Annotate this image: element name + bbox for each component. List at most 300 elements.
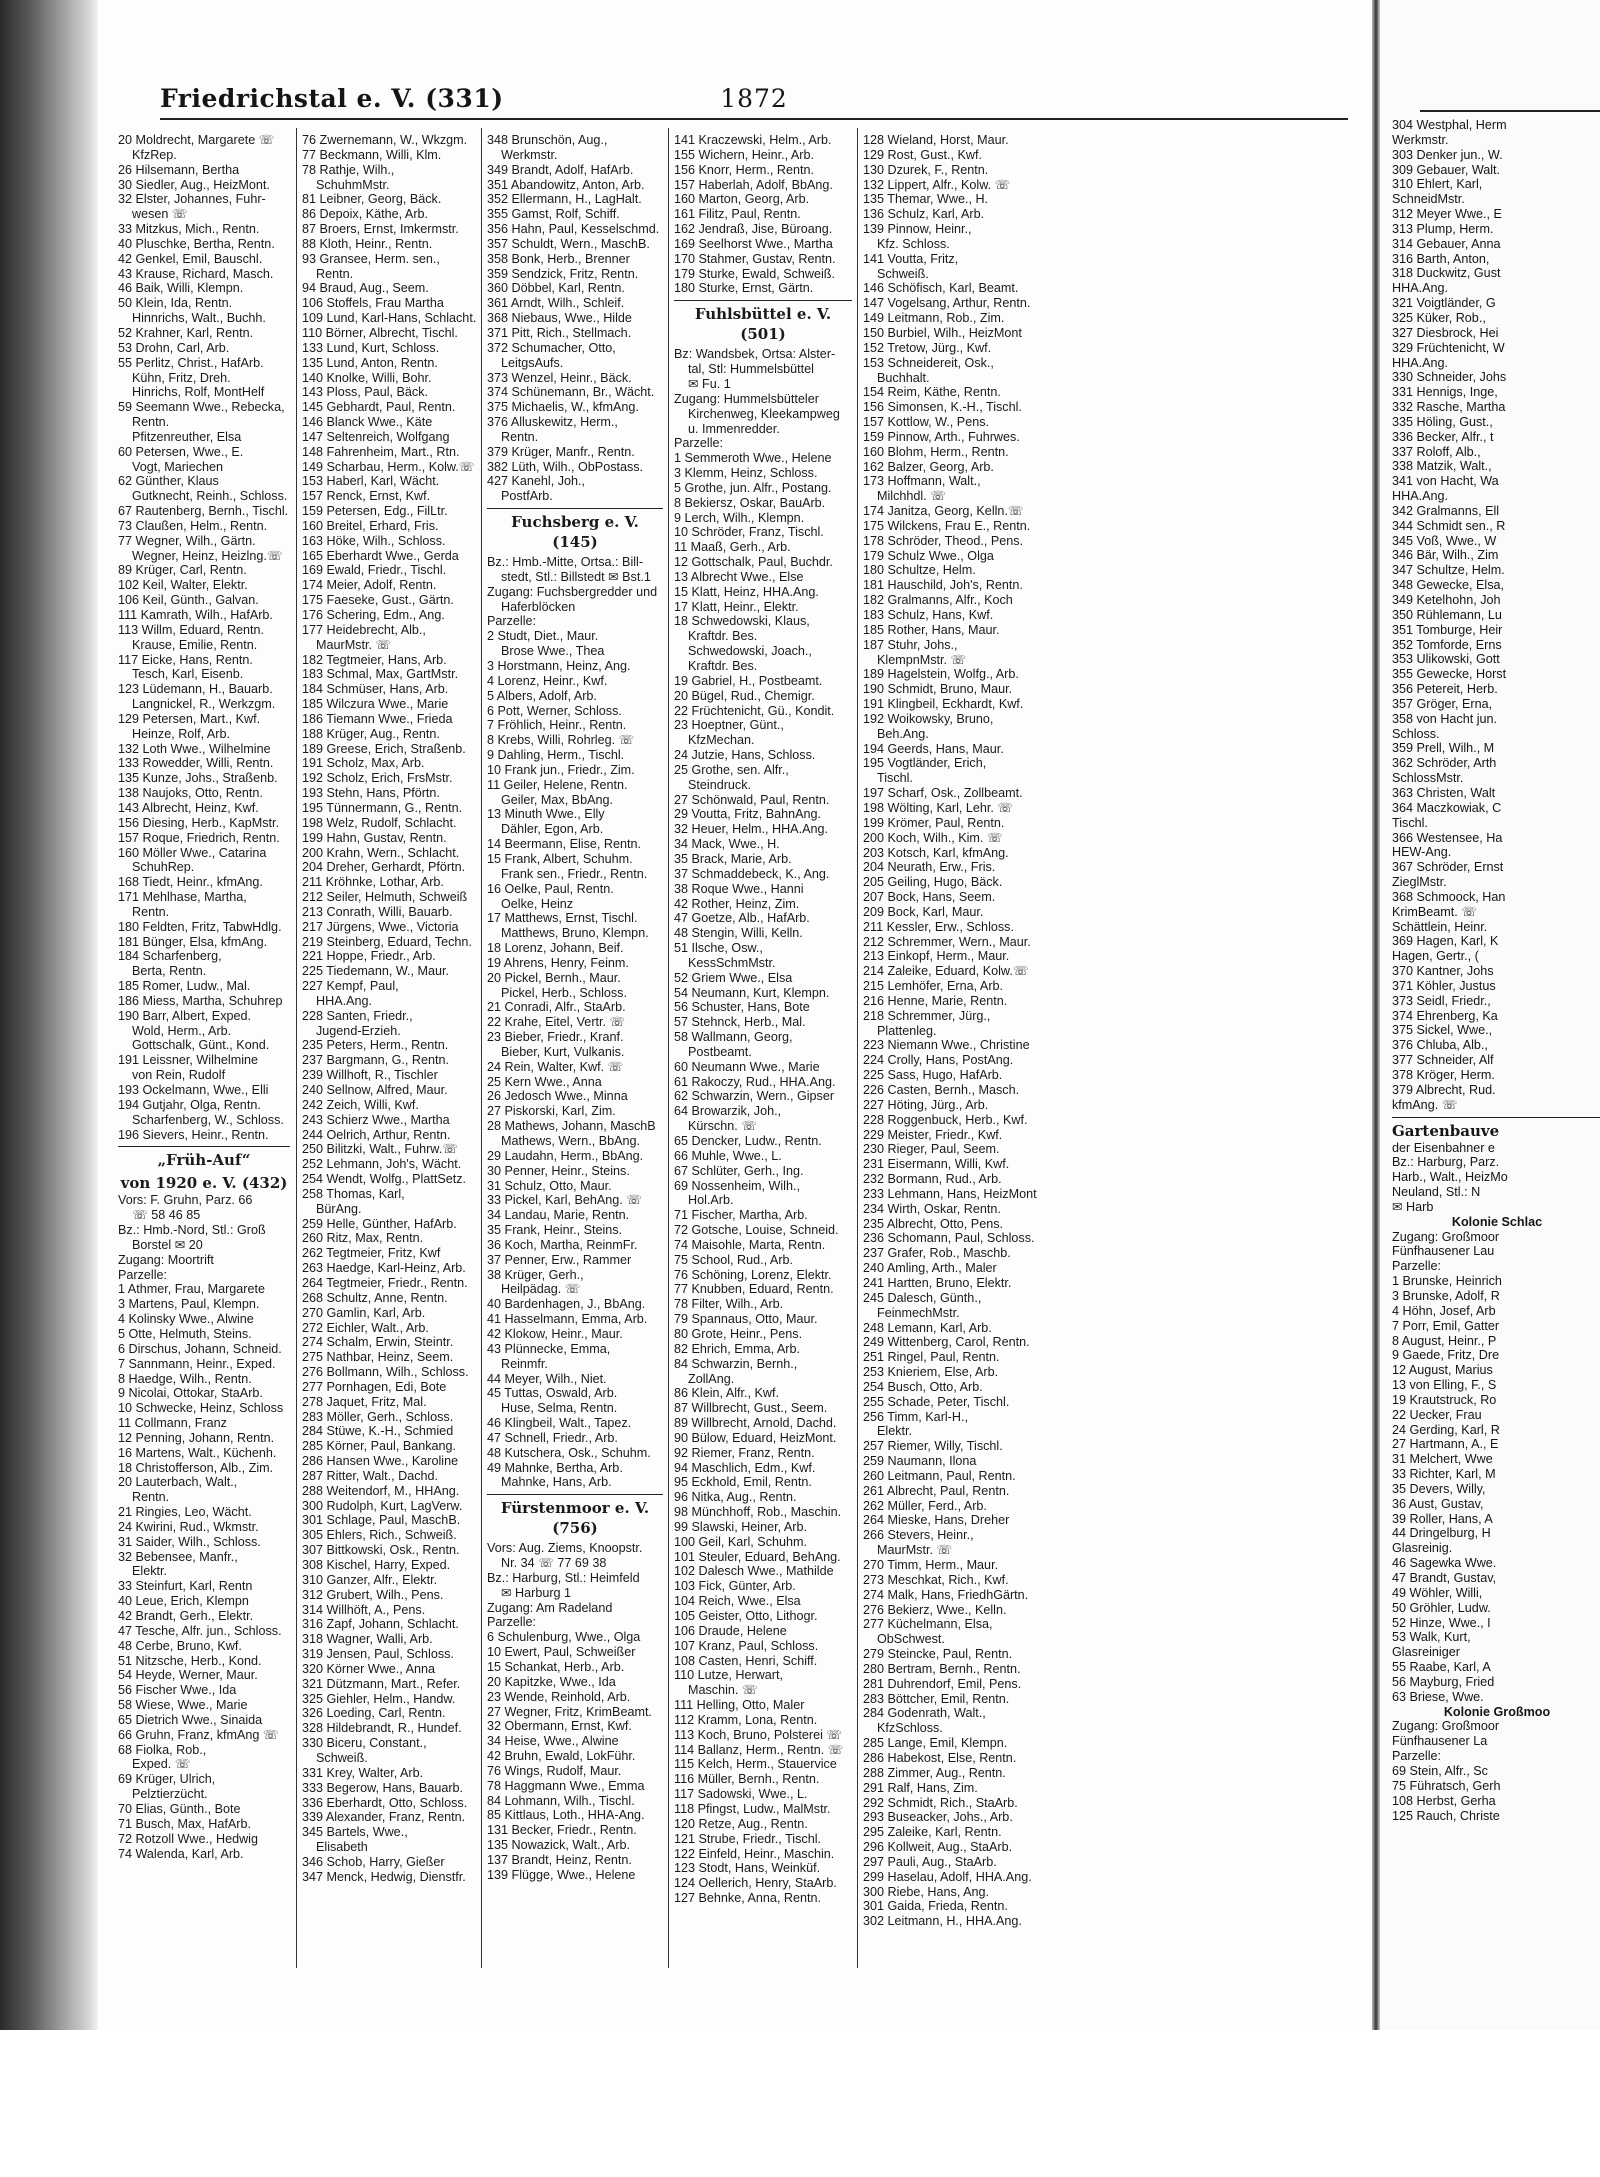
directory-entry: 353 Ulikowski, Gott <box>1392 652 1500 667</box>
directory-entry: 288 Weitendorf, M., HHAng. <box>302 1483 460 1498</box>
directory-entry: Parzelle: <box>1392 1749 1441 1764</box>
directory-entry: 139 Flügge, Wwe., Helene <box>487 1867 636 1882</box>
directory-entry: 379 Albrecht, Rud. <box>1392 1082 1496 1097</box>
directory-entry: 160 Marton, Georg, Arb. <box>674 192 810 207</box>
directory-entry: 268 Schultz, Anne, Rentn. <box>302 1290 448 1305</box>
entry-continuation: KrimBeamt. ☏ <box>1392 904 1478 919</box>
directory-entry: 178 Schröder, Theod., Pens. <box>863 533 1024 548</box>
directory-entry: 78 Filter, Wilh., Arb. <box>674 1297 784 1312</box>
directory-entry: 200 Koch, Wilh., Kim. ☏ <box>863 830 1003 845</box>
directory-entry: 108 Casten, Henri, Schiff. <box>674 1653 818 1668</box>
directory-entry: 133 Rowedder, Willi, Rentn. <box>118 756 274 771</box>
directory-entry: 33 Richter, Karl, M <box>1392 1467 1496 1482</box>
directory-entry: 3 Brunske, Adolf, R <box>1392 1288 1500 1303</box>
entry-continuation: Milchhdl. ☏ <box>877 489 946 504</box>
directory-entry: Parzelle: <box>487 614 536 629</box>
directory-entry: 23 Bieber, Friedr., Kranf. <box>487 1030 624 1045</box>
directory-entry: 309 Gebauer, Walt. <box>1392 162 1501 177</box>
directory-entry: 50 Gröhler, Ludw. <box>1392 1600 1491 1615</box>
directory-entry: 361 Arndt, Wilh., Schleif. <box>487 296 625 311</box>
directory-entry: 146 Blanck Wwe., Käte <box>302 415 433 430</box>
entry-continuation: KfzMechan. <box>688 733 755 748</box>
directory-entry: 11 Geiler, Helene, Rentn. <box>487 777 628 792</box>
directory-entry: Bz.: Hmb.-Mitte, Ortsa.: Bill- <box>487 555 644 570</box>
entry-continuation: HEW-Ang. <box>1392 845 1452 860</box>
directory-entry: 274 Malk, Hans, FriedhGärtn. <box>863 1587 1029 1602</box>
directory-entry: 280 Bertram, Bernh., Rentn. <box>863 1661 1021 1676</box>
entry-continuation: Bieber, Kurt, Vulkanis. <box>501 1044 625 1059</box>
directory-entry: 115 Kelch, Herm., Stauervice <box>674 1757 837 1772</box>
directory-entry: 218 Schremmer, Jürg., <box>863 1008 991 1023</box>
directory-entry: 113 Willm, Eduard, Rentn. <box>118 622 265 637</box>
directory-entry: 94 Maschlich, Edm., Kwf. <box>674 1460 816 1475</box>
directory-entry: 49 Wöhler, Willi, <box>1392 1585 1483 1600</box>
directory-entry: 7 Fröhlich, Heinr., Rentn. <box>487 718 627 733</box>
directory-entry: 34 Heise, Wwe., Alwine <box>487 1734 619 1749</box>
entry-continuation: PostfArb. <box>501 489 553 504</box>
directory-entry: 121 Strube, Friedr., Tischl. <box>674 1831 821 1846</box>
directory-entry: 184 Schmüser, Hans, Arb. <box>302 682 449 697</box>
entry-continuation: Kfz. Schloss. <box>877 236 950 251</box>
directory-entry: Zugang: Fuchsbergredder und <box>487 584 658 599</box>
directory-entry: 179 Sturke, Ewald, Schweiß. <box>674 266 835 281</box>
directory-entry: 181 Bünger, Elsa, kfmAng. <box>118 934 268 949</box>
directory-entry: 34 Landau, Marie, Rentn. <box>487 1208 630 1223</box>
directory-entry: 363 Christen, Walt <box>1392 785 1496 800</box>
directory-entry: 12 Gottschalk, Paul, Buchdr. <box>674 555 833 570</box>
directory-entry: 227 Höting, Jürg., Arb. <box>863 1097 989 1112</box>
directory-entry: 232 Bormann, Rud., Arb. <box>863 1172 1002 1187</box>
entry-continuation: Wold, Herm., Arb. <box>132 1023 232 1038</box>
directory-entry: 26 Hilsemann, Bertha <box>118 162 240 177</box>
entry-continuation: KessSchmMstr. <box>688 955 776 970</box>
directory-entry: 300 Riebe, Hans, Ang. <box>863 1884 990 1899</box>
directory-entry: 278 Jaquet, Fritz, Mal. <box>302 1394 427 1409</box>
directory-entry: 146 Schöfisch, Karl, Beamt. <box>863 281 1019 296</box>
directory-entry: 29 Laudahn, Herm., BbAng. <box>487 1148 644 1163</box>
entry-continuation: BürAng. <box>316 1201 362 1216</box>
directory-entry: 241 Hartten, Bruno, Elektr. <box>863 1275 1012 1290</box>
entry-continuation: Huse, Selma, Rentn. <box>501 1401 618 1416</box>
directory-entry: 27 Piskorski, Karl, Zim. <box>487 1104 616 1119</box>
entry-continuation: Rentn. <box>132 415 170 430</box>
directory-entry: 133 Lund, Kurt, Schloss. <box>302 340 440 355</box>
directory-entry: 17 Matthews, Ernst, Tischl. <box>487 911 638 926</box>
entry-continuation: Exped. ☏ <box>132 1757 191 1772</box>
directory-entry: 149 Scharbau, Herm., Kolw.☏ <box>302 459 475 474</box>
directory-entry: 310 Ehlert, Karl, <box>1392 177 1483 192</box>
column-1 <box>118 133 290 1861</box>
directory-entry: Bz.: Hmb.-Nord, Stl.: Groß <box>118 1223 266 1238</box>
entry-continuation: Heinze, Rolf, Arb. <box>132 726 230 741</box>
directory-entry: 256 Timm, Karl-H., <box>863 1409 968 1424</box>
directory-entry: 71 Busch, Max, HafArb. <box>118 1816 251 1831</box>
directory-entry: 159 Pinnow, Arth., Fuhrwes. <box>863 429 1020 444</box>
page-number: 1872 <box>720 84 788 113</box>
directory-entry: 69 Nossenheim, Wilh., <box>674 1178 800 1193</box>
directory-entry: 342 Gralmanns, Ell <box>1392 503 1500 518</box>
directory-entry: 157 Kottlow, W., Pens. <box>863 415 990 430</box>
directory-entry: 270 Gamlin, Karl, Arb. <box>302 1305 426 1320</box>
facing-page-fragment <box>1380 0 1600 2030</box>
directory-entry: 153 Haberl, Karl, Wächt. <box>302 474 440 489</box>
directory-entry: 184 Scharfenberg, <box>118 949 222 964</box>
directory-entry: 367 Schröder, Ernst <box>1392 860 1504 875</box>
directory-entry: 314 Willhöft, A., Pens. <box>302 1602 426 1617</box>
directory-entry: 292 Schmidt, Rich., StaArb. <box>863 1795 1018 1810</box>
directory-entry: 117 Eicke, Hans, Rentn. <box>118 652 253 667</box>
entry-continuation: SchuhmMstr. <box>316 177 390 192</box>
directory-entry: 371 Pitt, Rich., Stellmach. <box>487 325 632 340</box>
directory-entry: 248 Lemann, Karl, Arb. <box>863 1320 992 1335</box>
directory-entry: Vors: Aug. Ziems, Knoopstr. <box>487 1541 643 1556</box>
directory-entry: 95 Eckhold, Emil, Rentn. <box>674 1475 812 1490</box>
entry-continuation: ObSchwest. <box>877 1632 945 1647</box>
entry-continuation: Gottschalk, Günt., Kond. <box>132 1038 270 1053</box>
directory-entry: 330 Schneider, Johs <box>1392 370 1507 385</box>
entry-continuation: SchlossMstr. <box>1392 771 1464 786</box>
entry-continuation: Fünfhausener La <box>1392 1734 1488 1749</box>
directory-entry: 7 Sannmann, Heinr., Exped. <box>118 1356 276 1371</box>
directory-entry: 214 Zaleike, Eduard, Kolw.☏ <box>863 964 1029 979</box>
directory-entry: 90 Bülow, Eduard, HeizMont. <box>674 1430 837 1445</box>
directory-entry: 49 Mahnke, Bertha, Arb. <box>487 1460 623 1475</box>
entry-continuation: HHA.Ang. <box>1392 281 1448 296</box>
directory-entry: 341 von Hacht, Wa <box>1392 474 1499 489</box>
directory-entry: Parzelle: <box>118 1267 167 1282</box>
directory-entry: 319 Jensen, Paul, Schloss. <box>302 1647 454 1662</box>
directory-entry: 377 Schneider, Alf <box>1392 1053 1494 1068</box>
directory-entry: 301 Gaida, Frieda, Rentn. <box>863 1899 1008 1914</box>
directory-entry: 191 Scholz, Max, Arb. <box>302 756 425 771</box>
directory-entry: 140 Knolke, Willi, Bohr. <box>302 370 432 385</box>
directory-entry: 132 Loth Wwe., Wilhelmine <box>118 741 271 756</box>
directory-entry: 262 Tegtmeier, Fritz, Kwf <box>302 1246 441 1261</box>
entry-continuation: Heilpädag. ☏ <box>501 1282 581 1297</box>
directory-entry: 135 Nowazick, Walt., Arb. <box>487 1838 631 1853</box>
directory-entry: 113 Koch, Bruno, Polsterei ☏ <box>674 1727 843 1742</box>
entry-continuation: Hinrichs, Rolf, MontHelf <box>132 385 265 400</box>
directory-entry: 139 Pinnow, Heinr., <box>863 222 972 237</box>
directory-entry: 368 Niebaus, Wwe., Hilde <box>487 311 632 326</box>
directory-entry: 318 Wagner, Walli, Arb. <box>302 1632 433 1647</box>
entry-continuation: Kraftdr. Bes. <box>688 629 758 644</box>
directory-entry: 333 Begerow, Hans, Bauarb. <box>302 1780 464 1795</box>
directory-entry: 73 Claußen, Helm., Rentn. <box>118 518 268 533</box>
section-heading: Fuhlsbüttel e. V. (501) <box>674 300 852 344</box>
directory-entry: 99 Slawski, Heiner, Arb. <box>674 1519 807 1534</box>
directory-entry: 355 Gewecke, Horst <box>1392 667 1507 682</box>
directory-entry: 32 Heuer, Helm., HHA.Ang. <box>674 822 828 837</box>
directory-entry: 207 Bock, Hans, Seem. <box>863 890 996 905</box>
column-3 <box>487 133 663 1883</box>
directory-entry: 348 Gewecke, Elsa, <box>1392 578 1505 593</box>
directory-entry: 182 Tegtmeier, Hans, Arb. <box>302 652 447 667</box>
directory-entry: 87 Willbrecht, Gust., Seem. <box>674 1401 828 1416</box>
directory-entry: 22 Früchtenicht, Gü., Kondit. <box>674 703 835 718</box>
directory-entry: 25 Kern Wwe., Anna <box>487 1074 602 1089</box>
directory-entry: 285 Körner, Paul, Bankang. <box>302 1439 457 1454</box>
directory-entry: 350 Rühlemann, Lu <box>1392 607 1502 622</box>
directory-entry: 360 Döbbel, Karl, Rentn. <box>487 281 625 296</box>
entry-continuation: Dähler, Egon, Arb. <box>501 822 604 837</box>
directory-entry: 266 Stevers, Heinr., <box>863 1528 974 1543</box>
directory-entry: 195 Tünnermann, G., Rentn. <box>302 800 463 815</box>
directory-entry: 143 Albrecht, Heinz, Kwf. <box>118 800 259 815</box>
directory-entry: 287 Ritter, Walt., Dachd. <box>302 1468 439 1483</box>
entry-continuation: Jugend-Erzieh. <box>316 1023 401 1038</box>
entry-continuation: wesen ☏ <box>132 207 188 222</box>
directory-entry: 316 Barth, Anton, <box>1392 251 1490 266</box>
column-divider <box>668 128 669 1968</box>
directory-entry: 54 Heyde, Werner, Maur. <box>118 1668 258 1683</box>
directory-entry: 249 Wittenberg, Carol, Rentn. <box>863 1335 1030 1350</box>
directory-entry: 302 Leitmann, H., HHA.Ang. <box>863 1914 1022 1929</box>
entry-continuation: Scharfenberg, W., Schloss. <box>132 1112 284 1127</box>
directory-entry: 56 Mayburg, Fried <box>1392 1674 1495 1689</box>
directory-entry: 171 Mehlhase, Martha, <box>118 890 247 905</box>
directory-entry: 81 Leibner, Georg, Bäck. <box>302 192 442 207</box>
directory-entry: 102 Dalesch Wwe., Mathilde <box>674 1564 834 1579</box>
directory-entry: 32 Elster, Johannes, Fuhr- <box>118 192 266 207</box>
directory-entry: 42 Klokow, Heinr., Maur. <box>487 1326 623 1341</box>
directory-entry: 46 Klingbeil, Walt., Tapez. <box>487 1416 632 1431</box>
directory-entry: 58 Wallmann, Georg, <box>674 1030 793 1045</box>
directory-entry: 148 Fahrenheim, Mart., Rtn. <box>302 444 460 459</box>
directory-entry: 196 Sievers, Heinr., Rentn. <box>118 1127 269 1142</box>
directory-entry: 364 Maczkowiak, C <box>1392 800 1502 815</box>
directory-entry: 56 Schuster, Hans, Bote <box>674 1000 810 1015</box>
section-heading: Fuchsberg e. V. (145) <box>487 508 663 552</box>
entry-continuation: ✉ Harb <box>1392 1199 1434 1214</box>
directory-entry: 2 Studt, Diet., Maur. <box>487 629 599 644</box>
directory-entry: 63 Briese, Wwe. <box>1392 1689 1484 1704</box>
directory-entry: 358 Bonk, Herb., Brenner <box>487 251 630 266</box>
directory-entry: 23 Wende, Reinhold, Arb. <box>487 1689 631 1704</box>
directory-entry: 116 Müller, Bernh., Rentn. <box>674 1772 820 1787</box>
directory-entry: 366 Westensee, Ha <box>1392 830 1503 845</box>
directory-entry: 129 Rost, Gust., Kwf. <box>863 147 982 162</box>
directory-entry: 51 Nitzsche, Herb., Kond. <box>118 1653 262 1668</box>
directory-entry: 373 Seidl, Friedr., <box>1392 993 1491 1008</box>
directory-entry: 52 Krahner, Karl, Rentn. <box>118 325 254 340</box>
directory-entry: 24 Gerding, Karl, R <box>1392 1422 1500 1437</box>
entry-continuation: Kürschn. ☏ <box>688 1119 757 1134</box>
directory-entry: 264 Mieske, Hans, Dreher <box>863 1513 1010 1528</box>
directory-entry: Zugang: Moortrift <box>118 1252 214 1267</box>
directory-entry: 286 Hansen Wwe., Karoline <box>302 1454 459 1469</box>
entry-continuation: Borstel ✉ 20 <box>132 1237 203 1252</box>
directory-entry: 103 Fick, Günter, Arb. <box>674 1579 796 1594</box>
directory-entry: 76 Schöning, Lorenz, Elektr. <box>674 1267 832 1282</box>
directory-entry: 225 Sass, Hugo, HafArb. <box>863 1068 1003 1083</box>
directory-entry: 72 Gotsche, Louise, Schneid. <box>674 1223 839 1238</box>
directory-entry: 41 Hasselmann, Emma, Arb. <box>487 1312 648 1327</box>
directory-entry: 28 Mathews, Johann, MaschB <box>487 1119 656 1134</box>
directory-entry: 259 Naumann, Ilona <box>863 1454 977 1469</box>
directory-entry: Zugang: Großmoor <box>1392 1719 1500 1734</box>
entry-continuation: FeinmechMstr. <box>877 1305 960 1320</box>
directory-entry: 275 Nathbar, Heinz, Seem. <box>302 1350 454 1365</box>
directory-entry: 57 Stehnck, Herb., Mal. <box>674 1015 806 1030</box>
directory-entry: 19 Gabriel, H., Postbeamt. <box>674 673 823 688</box>
directory-entry: 240 Amling, Arth., Maler <box>863 1261 997 1276</box>
directory-entry: 8 August, Heinr., P <box>1392 1333 1497 1348</box>
directory-entry: 132 Lippert, Alfr., Kolw. ☏ <box>863 177 1011 192</box>
section-heading: Fürstenmoor e. V. (756) <box>487 1494 663 1538</box>
directory-entry: 156 Knorr, Herm., Rentn. <box>674 162 814 177</box>
directory-entry: 8 Bekiersz, Oskar, BauArb. <box>674 495 826 510</box>
directory-entry: 18 Christofferson, Alb., Zim. <box>118 1460 274 1475</box>
directory-entry: 362 Schröder, Arth <box>1392 756 1497 771</box>
directory-entry: 76 Zwernemann, W., Wkzgm. <box>302 133 468 147</box>
directory-entry: 3 Horstmann, Heinz, Ang. <box>487 659 631 673</box>
directory-entry: 204 Dreher, Gerhardt, Pförtn. <box>302 860 466 875</box>
entry-continuation: Gutknecht, Reinh., Schloss. <box>132 489 288 504</box>
directory-entry: 157 Roque, Friedrich, Rentn. <box>118 830 280 845</box>
directory-entry: 118 Pfingst, Ludw., MalMstr. <box>674 1801 831 1816</box>
directory-entry: 1 Semmeroth Wwe., Helene <box>674 451 832 466</box>
directory-entry: 215 Lemhöfer, Erna, Arb. <box>863 979 1004 994</box>
directory-entry: 186 Miess, Martha, Schuhrep <box>118 993 283 1008</box>
directory-entry: 72 Rotzoll Wwe., Hedwig <box>118 1831 258 1846</box>
directory-entry: 48 Stengin, Willi, Kelln. <box>674 926 803 941</box>
entry-continuation: Plattenleg. <box>877 1023 937 1038</box>
directory-entry: 347 Menck, Hedwig, Dienstfr. <box>302 1869 466 1884</box>
directory-entry: 185 Romer, Ludw., Mal. <box>118 979 251 994</box>
directory-entry: 198 Wölting, Karl, Lehr. ☏ <box>863 800 1014 815</box>
entry-continuation: Elektr. <box>132 1564 167 1579</box>
entry-continuation: Werkmstr. <box>1392 132 1449 147</box>
directory-entry: 212 Seiler, Helmuth, Schweiß <box>302 890 468 905</box>
entry-continuation: Oelke, Heinz <box>501 896 574 911</box>
directory-entry: 108 Herbst, Gerha <box>1392 1793 1496 1808</box>
directory-entry: 427 Kanehl, Joh., <box>487 474 586 489</box>
directory-entry: 31 Saider, Wilh., Schloss. <box>118 1534 261 1549</box>
directory-entry: 52 Griem Wwe., Elsa <box>674 970 793 985</box>
entry-continuation: ✉ Fu. 1 <box>688 376 731 391</box>
directory-entry: 285 Lange, Emil, Klempn. <box>863 1736 1008 1751</box>
directory-entry: 312 Meyer Wwe., E <box>1392 207 1502 222</box>
entry-continuation: Postbeamt. <box>688 1044 752 1059</box>
directory-entry: 6 Pott, Werner, Schloss. <box>487 703 622 718</box>
directory-entry: 9 Lerch, Wilh., Klempn. <box>674 510 805 525</box>
directory-entry: 253 Knieriem, Else, Arb. <box>863 1365 999 1380</box>
directory-entry: 23 Hoeptner, Günt., <box>674 718 784 733</box>
entry-continuation: Pfitzenreuther, Elsa <box>132 429 242 444</box>
directory-entry: 180 Schultze, Helm. <box>863 563 976 578</box>
directory-entry: 22 Uecker, Frau <box>1392 1407 1482 1422</box>
directory-entry: 127 Behnke, Anna, Rentn. <box>674 1891 822 1906</box>
directory-entry: 235 Albrecht, Otto, Pens. <box>863 1216 1004 1231</box>
directory-entry: 67 Rautenberg, Bernh., Tischl. <box>118 504 289 519</box>
directory-entry: 9 Gaede, Fritz, Dre <box>1392 1348 1500 1363</box>
directory-entry: 149 Leitmann, Rob., Zim. <box>863 311 1005 326</box>
directory-entry: 157 Renck, Ernst, Kwf. <box>302 489 431 504</box>
directory-entry: 19 Ahrens, Henry, Feinm. <box>487 955 629 970</box>
directory-entry: 101 Steuler, Eduard, BehAng. <box>674 1549 841 1564</box>
directory-entry: 44 Dringelburg, H <box>1392 1526 1491 1541</box>
directory-entry: 47 Brandt, Gustav, <box>1392 1571 1497 1585</box>
directory-entry: 37 Schmaddebeck, K., Ang. <box>674 866 830 881</box>
directory-entry: 182 Gralmanns, Alfr., Koch <box>863 593 1013 608</box>
directory-entry: 307 Bittkowski, Osk., Rentn. <box>302 1543 460 1558</box>
directory-entry: 205 Geiling, Hugo, Bäck. <box>863 875 1003 890</box>
directory-entry: 150 Burbiel, Wilh., HeizMont <box>863 325 1022 340</box>
directory-entry: 255 Schade, Peter, Tischl. <box>863 1394 1010 1409</box>
directory-entry: 25 Grothe, sen. Alfr., <box>674 762 789 777</box>
directory-entry: 374 Schünemann, Br., Wächt. <box>487 385 655 400</box>
directory-entry: 40 Bardenhagen, J., BbAng. <box>487 1297 646 1312</box>
entry-continuation: Haferblöcken <box>501 599 576 614</box>
directory-entry: 24 Kwirini, Rud., Wkmstr. <box>118 1519 259 1534</box>
directory-entry: 224 Crolly, Hans, PostAng. <box>863 1053 1014 1068</box>
directory-entry: 336 Eberhardt, Otto, Schloss. <box>302 1795 468 1810</box>
directory-entry: 312 Grubert, Wilh., Pens. <box>302 1587 444 1602</box>
directory-entry: 351 Abandowitz, Anton, Arb. <box>487 177 645 192</box>
directory-entry: 296 Kollweit, Aug., StaArb. <box>863 1840 1013 1855</box>
entry-continuation: Rentn. <box>132 904 170 919</box>
directory-entry: 94 Braud, Aug., Seem. <box>302 281 429 296</box>
directory-entry: 43 Plünnecke, Emma, <box>487 1341 611 1356</box>
directory-entry: 5 Grothe, jun. Alfr., Postang. <box>674 480 832 495</box>
directory-entry: 160 Möller Wwe., Catarina <box>118 845 267 860</box>
directory-entry: 20 Pickel, Bernh., Maur. <box>487 970 621 985</box>
directory-entry: 78 Haggmann Wwe., Emma <box>487 1778 645 1793</box>
directory-entry: 35 Devers, Willy, <box>1392 1481 1486 1496</box>
directory-entry: 286 Habekost, Else, Rentn. <box>863 1750 1017 1765</box>
directory-entry: 123 Lüdemann, H., Bauarb. <box>118 682 273 697</box>
directory-entry: 114 Ballanz, Herm., Rentn. ☏ <box>674 1742 844 1757</box>
entry-continuation: Kirchenweg, Kleekampweg <box>688 406 840 421</box>
directory-entry: 42 Genkel, Emil, Bauschl. <box>118 251 263 266</box>
directory-entry: 339 Alexander, Franz, Rentn. <box>302 1810 466 1825</box>
directory-entry: 325 Küker, Rob., <box>1392 310 1486 325</box>
directory-entry: 313 Plump, Herm. <box>1392 221 1494 236</box>
directory-entry: Bz.: Harburg, Parz. <box>1392 1155 1500 1170</box>
directory-entry: 27 Wegner, Fritz, KrimBeamt. <box>487 1704 652 1719</box>
directory-entry: 262 Müller, Ferd., Arb. <box>863 1498 987 1513</box>
entry-continuation: stedt, Stl.: Billstedt ✉ Bst.1 <box>501 569 651 584</box>
directory-entry: 212 Schremmer, Wern., Maur. <box>863 934 1031 949</box>
directory-entry: 168 Tiedt, Heinr., kfmAng. <box>118 875 263 890</box>
directory-entry: 128 Wieland, Horst, Maur. <box>863 133 1009 147</box>
directory-entry: 242 Zeich, Willi, Kwf. <box>302 1097 419 1112</box>
entry-continuation: Geiler, Max, BbAng. <box>501 792 613 807</box>
directory-entry: 77 Knubben, Eduard, Rentn. <box>674 1282 834 1297</box>
directory-entry: 10 Ewert, Paul, Schweißer <box>487 1645 636 1660</box>
directory-entry: 355 Gamst, Rolf, Schiff. <box>487 207 620 222</box>
directory-entry: 194 Gutjahr, Olga, Rentn. <box>118 1097 261 1112</box>
facing-page-header-rule <box>1420 110 1600 112</box>
directory-entry: 89 Krüger, Carl, Rentn. <box>118 563 247 578</box>
directory-entry: 6 Dirschus, Johann, Schneid. <box>118 1341 282 1356</box>
directory-entry: 110 Lutze, Herwart, <box>674 1668 783 1683</box>
directory-entry: 316 Zapf, Johann, Schlacht. <box>302 1617 459 1632</box>
directory-entry: 169 Ewald, Friedr., Tischl. <box>302 563 447 578</box>
directory-entry: 234 Wirth, Oskar, Rentn. <box>863 1201 1001 1216</box>
entry-continuation: Mahnke, Hans, Arb. <box>501 1475 612 1490</box>
directory-entry: 194 Geerds, Hans, Maur. <box>863 741 1004 756</box>
directory-entry: 48 Cerbe, Bruno, Kwf. <box>118 1638 242 1653</box>
directory-entry: 211 Kessler, Erw., Schloss. <box>863 919 1014 934</box>
directory-entry: 284 Godenrath, Walt., <box>863 1706 986 1721</box>
directory-entry: Parzelle: <box>674 436 723 451</box>
entry-continuation: SchneidMstr. <box>1392 192 1465 207</box>
directory-entry: 276 Bekierz, Wwe., Kelln. <box>863 1602 1007 1617</box>
directory-entry: 152 Tretow, Jürg., Kwf. <box>863 340 992 355</box>
directory-entry: 60 Neumann Wwe., Marie <box>674 1059 820 1074</box>
